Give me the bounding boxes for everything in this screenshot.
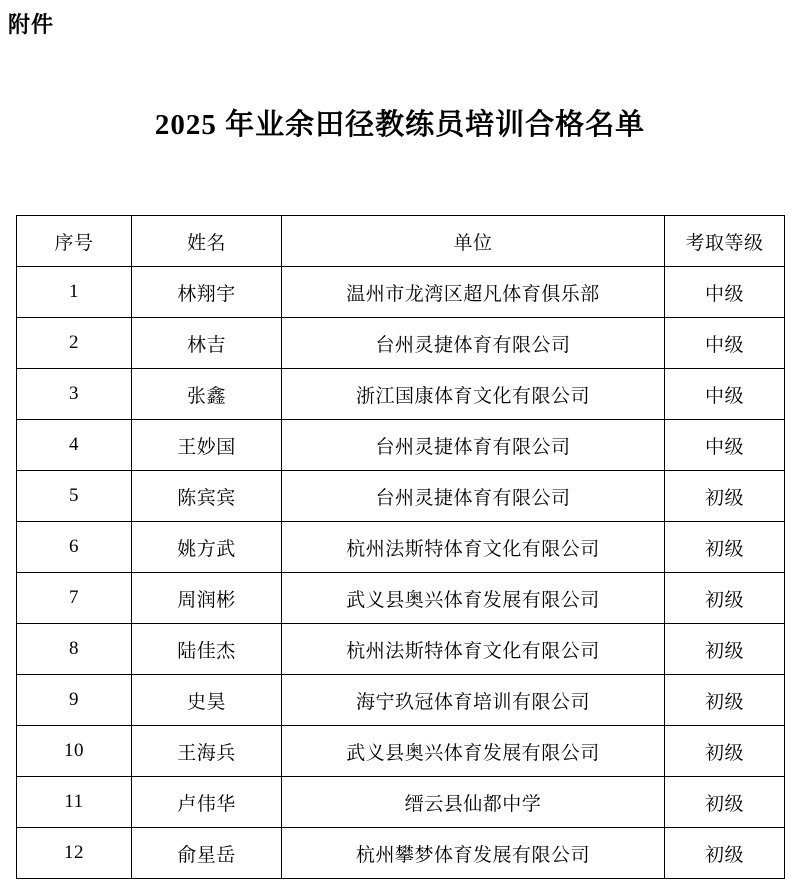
cell-unit: 武义县奥兴体育发展有限公司 <box>282 573 665 624</box>
cell-name: 姚方武 <box>132 522 282 573</box>
cell-unit: 杭州法斯特体育文化有限公司 <box>282 624 665 675</box>
cell-level: 初级 <box>665 828 785 879</box>
cell-level: 中级 <box>665 420 785 471</box>
table-row <box>17 828 785 879</box>
column-header-name: 姓名 <box>132 216 282 267</box>
page-title: 2025 年业余田径教练员培训合格名单 <box>154 109 646 141</box>
cell-name: 王海兵 <box>132 726 282 777</box>
table-row <box>17 573 785 624</box>
cell-name: 林翔宇 <box>132 267 282 318</box>
roster-table <box>16 215 785 879</box>
table-header-row <box>17 216 785 267</box>
cell-index: 10 <box>17 726 132 777</box>
cell-level: 初级 <box>665 624 785 675</box>
table-row <box>17 675 785 726</box>
cell-index: 11 <box>17 777 132 828</box>
cell-index: 5 <box>17 471 132 522</box>
cell-unit: 海宁玖冠体育培训有限公司 <box>282 675 665 726</box>
table-row <box>17 369 785 420</box>
cell-unit: 台州灵捷体育有限公司 <box>282 420 665 471</box>
column-header-level: 考取等级 <box>665 216 785 267</box>
cell-index: 9 <box>17 675 132 726</box>
cell-unit: 温州市龙湾区超凡体育俱乐部 <box>282 267 665 318</box>
cell-name: 周润彬 <box>132 573 282 624</box>
cell-name: 俞星岳 <box>132 828 282 879</box>
cell-name: 林吉 <box>132 318 282 369</box>
cell-level: 初级 <box>665 726 785 777</box>
cell-name: 陈宾宾 <box>132 471 282 522</box>
cell-index: 1 <box>17 267 132 318</box>
roster-table-container <box>0 215 800 879</box>
cell-index: 8 <box>17 624 132 675</box>
cell-name: 张鑫 <box>132 369 282 420</box>
cell-level: 中级 <box>665 318 785 369</box>
cell-name: 陆佳杰 <box>132 624 282 675</box>
cell-level: 初级 <box>665 522 785 573</box>
cell-unit: 武义县奥兴体育发展有限公司 <box>282 726 665 777</box>
table-row <box>17 726 785 777</box>
table-row <box>17 471 785 522</box>
cell-unit: 杭州攀梦体育发展有限公司 <box>282 828 665 879</box>
table-row <box>17 420 785 471</box>
cell-name: 卢伟华 <box>132 777 282 828</box>
cell-unit: 缙云县仙都中学 <box>282 777 665 828</box>
cell-level: 初级 <box>665 573 785 624</box>
table-row <box>17 318 785 369</box>
cell-index: 4 <box>17 420 132 471</box>
column-header-unit: 单位 <box>282 216 665 267</box>
table-body <box>17 267 785 879</box>
cell-index: 2 <box>17 318 132 369</box>
cell-index: 12 <box>17 828 132 879</box>
column-header-index: 序号 <box>17 216 132 267</box>
cell-name: 王妙国 <box>132 420 282 471</box>
cell-level: 初级 <box>665 471 785 522</box>
attachment-label: 附件 <box>8 12 55 37</box>
cell-level: 中级 <box>665 267 785 318</box>
cell-level: 中级 <box>665 369 785 420</box>
table-row <box>17 522 785 573</box>
table-row <box>17 624 785 675</box>
cell-index: 6 <box>17 522 132 573</box>
cell-unit: 台州灵捷体育有限公司 <box>282 318 665 369</box>
cell-unit: 台州灵捷体育有限公司 <box>282 471 665 522</box>
cell-level: 初级 <box>665 777 785 828</box>
table-row <box>17 267 785 318</box>
cell-unit: 浙江国康体育文化有限公司 <box>282 369 665 420</box>
cell-unit: 杭州法斯特体育文化有限公司 <box>282 522 665 573</box>
cell-index: 7 <box>17 573 132 624</box>
table-row <box>17 777 785 828</box>
cell-index: 3 <box>17 369 132 420</box>
cell-level: 初级 <box>665 675 785 726</box>
table-header <box>17 216 785 267</box>
cell-name: 史昊 <box>132 675 282 726</box>
